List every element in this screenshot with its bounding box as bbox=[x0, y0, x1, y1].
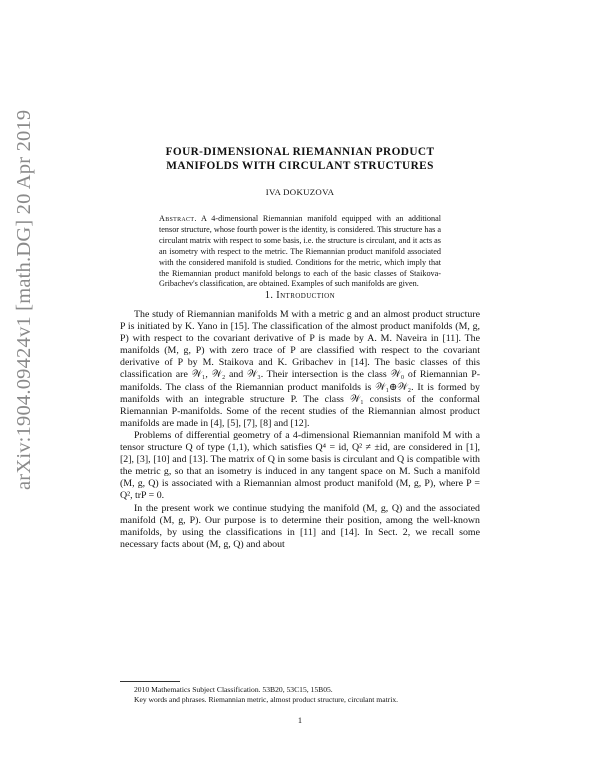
page-number: 1 bbox=[297, 716, 303, 725]
author-name: IVA DOKUZOVA bbox=[265, 187, 335, 197]
abstract bbox=[159, 214, 441, 290]
paper-title bbox=[120, 145, 480, 173]
section-heading: 1. Introduction bbox=[264, 290, 336, 301]
footnote-msc: 2010 Mathematics Subject Classification. 53B20, 53C15, 15B05. bbox=[134, 685, 333, 694]
title-line-1: FOUR-DIMENSIONAL RIEMANNIAN PRODUCT bbox=[165, 146, 435, 158]
body-text bbox=[120, 309, 480, 551]
body-paragraph: Problems of differential geometry of a 4-dimensional Riemannian manifold M with a tensor structure Q of type (1,1), which satisfies Q⁴ = id, Q² ≠ ±id, are considered in [1], [2], [3], [10] and [13]. The matrix of Q in some basis is circulant and Q is compatible with the metric g, so that an isometry is induced in any tangent space on M. Such a manifold (M, g, Q) is associated with a Riemannian almost product manifold (M, g, P), where P = Q², trP = 0. bbox=[120, 429, 480, 502]
abstract-text: A 4-dimensional Riemannian manifold equipped with an additional tensor structure, whose fourth power is the identity, is considered. This structure has a circulant matrix with respect to some basis, i.e. the structure is circulant, and it acts as an isometry with respect to the metric. The Riemannian product manifold associated with the considered manifold is studied. Conditions for the metric, which imply that the Riemannian product manifold belongs to each of the basic classes of Staikova-Gribachev's classification, are obtained. Examples of such manifolds are given. bbox=[159, 214, 441, 289]
abstract-label: Abstract. bbox=[159, 214, 197, 223]
body-paragraph: In the present work we continue studying the manifold (M, g, Q) and the associated manifold (M, g, P). Our purpose is to determine their position, among the well-known manifolds, by using the classifications in [11] and [14]. In Sect. 2, we recall some necessary facts about (M, g, Q) and about bbox=[120, 502, 480, 550]
body-paragraph: The study of Riemannian manifolds M with a metric g and an almost product structure P is initiated by K. Yano in [15]. The classification of the almost product manifolds (M, g, P) with respect to the covariant derivative of P is made by A. M. Naveira in [11]. The manifolds (M, g, P) with zero trace of P are classified with respect to the covariant derivative of P by M. Staikova and K. Gribachev in [14]. The basic classes of this classification are 𝒲₁, 𝒲₂ and 𝒲₃. Their intersection is the class 𝒲₀ of Riemannian P-manifolds. The class of the Riemannian product manifolds is 𝒲₁⊕𝒲₂. It is formed by manifolds with an integrable structure P. The class 𝒲₁ consists of the conformal Riemannian P-manifolds. Some of the recent studies of the Riemannian almost product manifolds are made in [4], [5], [7], [8] and [12]. bbox=[120, 309, 480, 429]
footnote-rule bbox=[120, 681, 180, 682]
footnote-keywords: Key words and phrases. Riemannian metric, almost product structure, circulant matrix. bbox=[134, 695, 399, 705]
footnotes bbox=[120, 685, 480, 705]
arxiv-sidebar-stamp: arXiv:1904.09424v1 [math.DG] 20 Apr 2019 bbox=[13, 109, 35, 490]
title-line-2: MANIFOLDS WITH CIRCULANT STRUCTURES bbox=[166, 160, 434, 172]
